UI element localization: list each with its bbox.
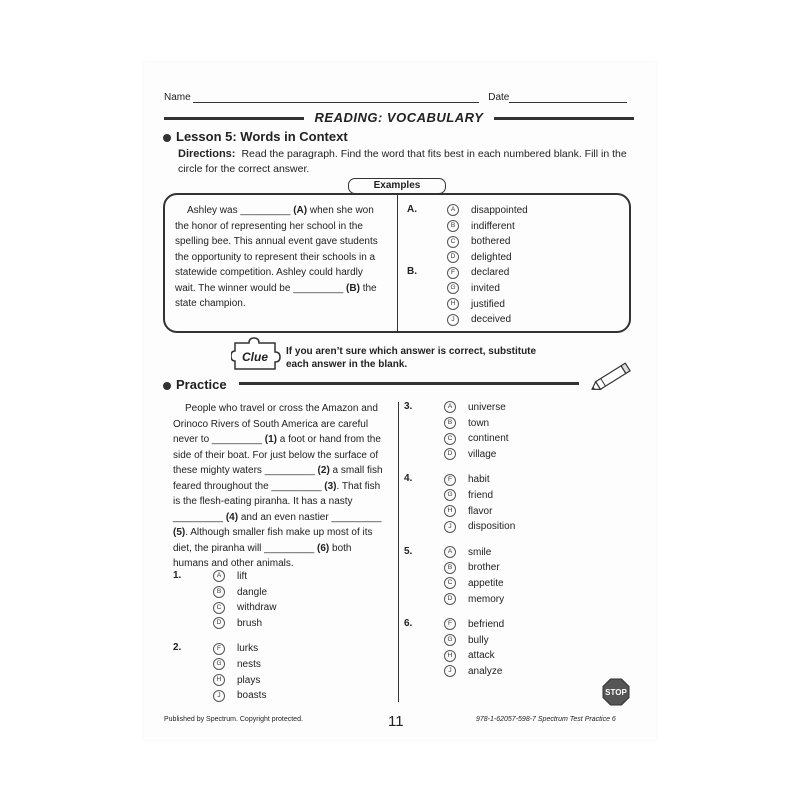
stop-sign-icon	[602, 678, 630, 706]
practice-paragraph	[173, 401, 389, 572]
answer-bubble[interactable]: F	[447, 267, 459, 279]
answer-text: nests	[237, 658, 261, 670]
answer-bubble[interactable]: C	[444, 433, 456, 445]
answer-bubble[interactable]: C	[447, 236, 459, 248]
examples-tab: Examples	[348, 178, 446, 194]
answer-bubble[interactable]: F	[213, 643, 225, 655]
answer-option[interactable]	[444, 504, 624, 520]
answer-text: attack	[468, 650, 495, 662]
answer-option[interactable]	[444, 617, 624, 633]
answer-option[interactable]	[447, 297, 627, 313]
paragraph-text: and an even nastier _________	[238, 511, 382, 523]
answer-bubble[interactable]: H	[444, 650, 456, 662]
answer-text: appetite	[468, 577, 504, 589]
directions-label: Directions:	[178, 148, 236, 160]
answer-bubble[interactable]: G	[213, 658, 225, 670]
answer-text: bully	[468, 634, 489, 646]
answer-bubble[interactable]: D	[444, 593, 456, 605]
clue-text-line1: If you aren’t sure which answer is correct, substitute	[286, 346, 537, 357]
question-block	[404, 617, 624, 679]
answer-option[interactable]	[444, 648, 624, 664]
answer-option[interactable]	[444, 576, 624, 592]
answer-text: lift	[237, 571, 247, 582]
practice-rule	[239, 382, 579, 385]
directions-text: Read the paragraph. Find the word that fits best in each numbered blank. Fill in the circle for the correct answer.	[178, 148, 627, 175]
name-blank[interactable]	[193, 102, 479, 103]
answer-text: plays	[237, 674, 261, 686]
examples-questions	[407, 203, 627, 328]
answer-option[interactable]	[444, 416, 624, 432]
answer-option[interactable]	[447, 265, 627, 281]
question-block	[173, 569, 393, 631]
answer-option[interactable]	[213, 616, 393, 632]
pencil-icon	[588, 360, 634, 396]
lesson-title: Lesson 5: Words in Context	[176, 129, 348, 144]
answer-text: memory	[468, 593, 505, 605]
answer-bubble[interactable]: B	[444, 562, 456, 574]
question-number: 6.	[404, 618, 413, 630]
question-block	[173, 641, 393, 703]
answer-bubble[interactable]: B	[444, 417, 456, 429]
paragraph-text: when she won the honor of representing her school in the spelling bee. This annual event gave students the opportunity to represent their schools in a statewide competition. Ashley could hardly wait. The winner would be _________	[175, 205, 378, 294]
blank-marker: (6)	[317, 542, 330, 554]
answer-text: continent	[468, 433, 509, 445]
clue-text	[286, 345, 536, 371]
clue-text-line2: each answer in the blank.	[286, 359, 408, 370]
practice-title: Practice	[176, 377, 227, 392]
answer-bubble[interactable]: H	[444, 505, 456, 517]
answer-option[interactable]	[447, 234, 627, 250]
answer-option[interactable]	[213, 688, 393, 704]
question-block	[407, 203, 627, 265]
answer-text: lurks	[237, 643, 259, 655]
answer-bubble[interactable]: F	[444, 474, 456, 486]
answer-text: bothered	[471, 236, 511, 248]
answer-bubble[interactable]: J	[444, 521, 456, 533]
paragraph-text: both humans and other animals.	[173, 542, 352, 569]
answer-bubble[interactable]: J	[447, 314, 459, 326]
answer-text: habit	[468, 474, 490, 486]
practice-right-questions	[404, 400, 624, 690]
answer-option[interactable]	[447, 312, 627, 328]
answer-bubble[interactable]: G	[444, 489, 456, 501]
answer-option[interactable]	[444, 447, 624, 463]
answer-bubble[interactable]: B	[447, 220, 459, 232]
blank-marker: (4)	[225, 511, 239, 523]
answer-text: dangle	[237, 586, 268, 598]
answer-option[interactable]	[447, 203, 627, 219]
answer-bubble[interactable]: A	[447, 204, 459, 216]
paragraph-text: . Although smaller fish make up most of its diet, the piranha will _________	[173, 527, 373, 554]
answer-option[interactable]	[444, 560, 624, 576]
answer-text: town	[468, 417, 490, 429]
examples-box	[163, 193, 631, 333]
answer-text: delighted	[471, 251, 512, 263]
answer-option[interactable]	[213, 641, 393, 657]
answer-text: brother	[468, 562, 500, 574]
answer-text: brush	[237, 617, 263, 629]
paragraph-text: the state champion.	[175, 282, 377, 309]
answer-bubble[interactable]: H	[447, 298, 459, 310]
paragraph-text: a foot or hand from the side of their boat. For just below the surface of these mighty waters _________	[173, 434, 381, 476]
blank-marker: (B)	[346, 282, 360, 294]
answer-option[interactable]	[213, 585, 393, 601]
date-blank[interactable]	[509, 102, 627, 103]
answer-text: flavor	[468, 505, 493, 517]
paragraph-text: People who travel or cross the Amazon and Orinoco Rivers of South America are careful never to _________	[173, 403, 378, 445]
answer-text: disappointed	[471, 205, 528, 216]
answer-option[interactable]	[444, 488, 624, 504]
answer-bubble[interactable]: H	[213, 674, 225, 686]
answer-text: justified	[471, 298, 505, 310]
answer-text: analyze	[468, 665, 503, 677]
date-label: Date	[488, 92, 510, 103]
clue-puzzle-icon	[231, 337, 281, 371]
answer-option[interactable]	[213, 600, 393, 616]
page-number: 11	[388, 713, 404, 730]
answer-option[interactable]	[447, 281, 627, 297]
question-number: 4.	[404, 473, 413, 485]
blank-marker: (3)	[324, 480, 337, 492]
footer-isbn: 978-1-62057-598-7 Spectrum Test Practice 6	[476, 716, 616, 723]
answer-option[interactable]	[444, 633, 624, 649]
question-number: 2.	[173, 642, 182, 654]
answer-option[interactable]	[447, 219, 627, 235]
answer-bubble[interactable]: D	[213, 617, 225, 629]
answer-option[interactable]	[213, 657, 393, 673]
bullet-icon	[163, 134, 171, 142]
answer-bubble[interactable]: G	[447, 282, 459, 294]
answer-bubble[interactable]: D	[444, 448, 456, 460]
blank-marker: (2)	[317, 465, 330, 476]
answer-option[interactable]	[444, 400, 624, 416]
practice-heading	[163, 377, 227, 392]
answer-bubble[interactable]: A	[444, 401, 456, 413]
question-block	[404, 545, 624, 607]
answer-text: smile	[468, 546, 492, 558]
question-number: B.	[407, 266, 417, 278]
answer-option[interactable]	[213, 569, 393, 585]
lesson-heading	[163, 129, 348, 144]
answer-text: declared	[471, 267, 510, 279]
answer-bubble[interactable]: B	[213, 586, 225, 598]
answer-text: befriend	[468, 619, 505, 631]
answer-text: disposition	[468, 521, 516, 533]
answer-option[interactable]	[444, 664, 624, 680]
section-title-bar	[164, 111, 634, 125]
answer-text: invited	[471, 282, 500, 294]
answer-bubble[interactable]: F	[444, 618, 456, 630]
section-title: READING: VOCABULARY	[309, 110, 490, 125]
answer-bubble[interactable]: C	[444, 577, 456, 589]
answer-bubble[interactable]: J	[213, 690, 225, 702]
blank-marker: (5)	[173, 527, 186, 538]
question-number: 1.	[173, 570, 182, 581]
name-date-line	[164, 92, 627, 103]
answer-text: withdraw	[237, 602, 277, 614]
answer-text: deceived	[471, 314, 512, 326]
clue-badge-text: Clue	[241, 350, 269, 364]
answer-bubble[interactable]: J	[444, 665, 456, 677]
question-block	[407, 265, 627, 327]
stop-sign-text: STOP	[605, 688, 627, 697]
blank-marker: (1)	[264, 434, 277, 445]
practice-divider	[398, 402, 399, 702]
answer-bubble[interactable]: A	[444, 546, 456, 558]
answer-text: friend	[468, 489, 494, 501]
name-label: Name	[164, 92, 191, 103]
answer-bubble[interactable]: G	[444, 634, 456, 646]
question-number: A.	[407, 204, 417, 215]
paragraph-text: a small fish feared throughout the _________	[173, 465, 383, 492]
examples-divider	[397, 195, 398, 331]
question-number: 5.	[404, 545, 413, 557]
question-block	[404, 472, 624, 534]
blank-marker: (A)	[293, 205, 308, 216]
answer-option[interactable]	[444, 472, 624, 488]
answer-text: indifferent	[471, 220, 515, 232]
answer-bubble[interactable]: A	[213, 570, 225, 582]
answer-bubble[interactable]: C	[213, 602, 225, 614]
footer-publisher: Published by Spectrum. Copyright protected.	[164, 716, 303, 723]
answer-text: universe	[468, 402, 506, 413]
answer-option[interactable]	[213, 673, 393, 689]
answer-bubble[interactable]: D	[447, 251, 459, 263]
directions	[178, 147, 634, 177]
answer-option[interactable]	[444, 592, 624, 608]
answer-text: village	[468, 448, 497, 460]
practice-left-questions	[173, 569, 393, 714]
answer-text: boasts	[237, 690, 267, 702]
bullet-icon	[163, 382, 171, 390]
question-number: 3.	[404, 401, 413, 412]
answer-option[interactable]	[447, 250, 627, 266]
examples-paragraph	[175, 203, 385, 312]
answer-option[interactable]	[444, 545, 624, 561]
question-block	[404, 400, 624, 462]
paragraph-text: . That fish is the flesh-eating piranha. It has a nasty _________	[173, 480, 381, 523]
answer-option[interactable]	[444, 431, 624, 447]
answer-option[interactable]	[444, 519, 624, 535]
paragraph-text: Ashley was _________	[187, 205, 294, 216]
